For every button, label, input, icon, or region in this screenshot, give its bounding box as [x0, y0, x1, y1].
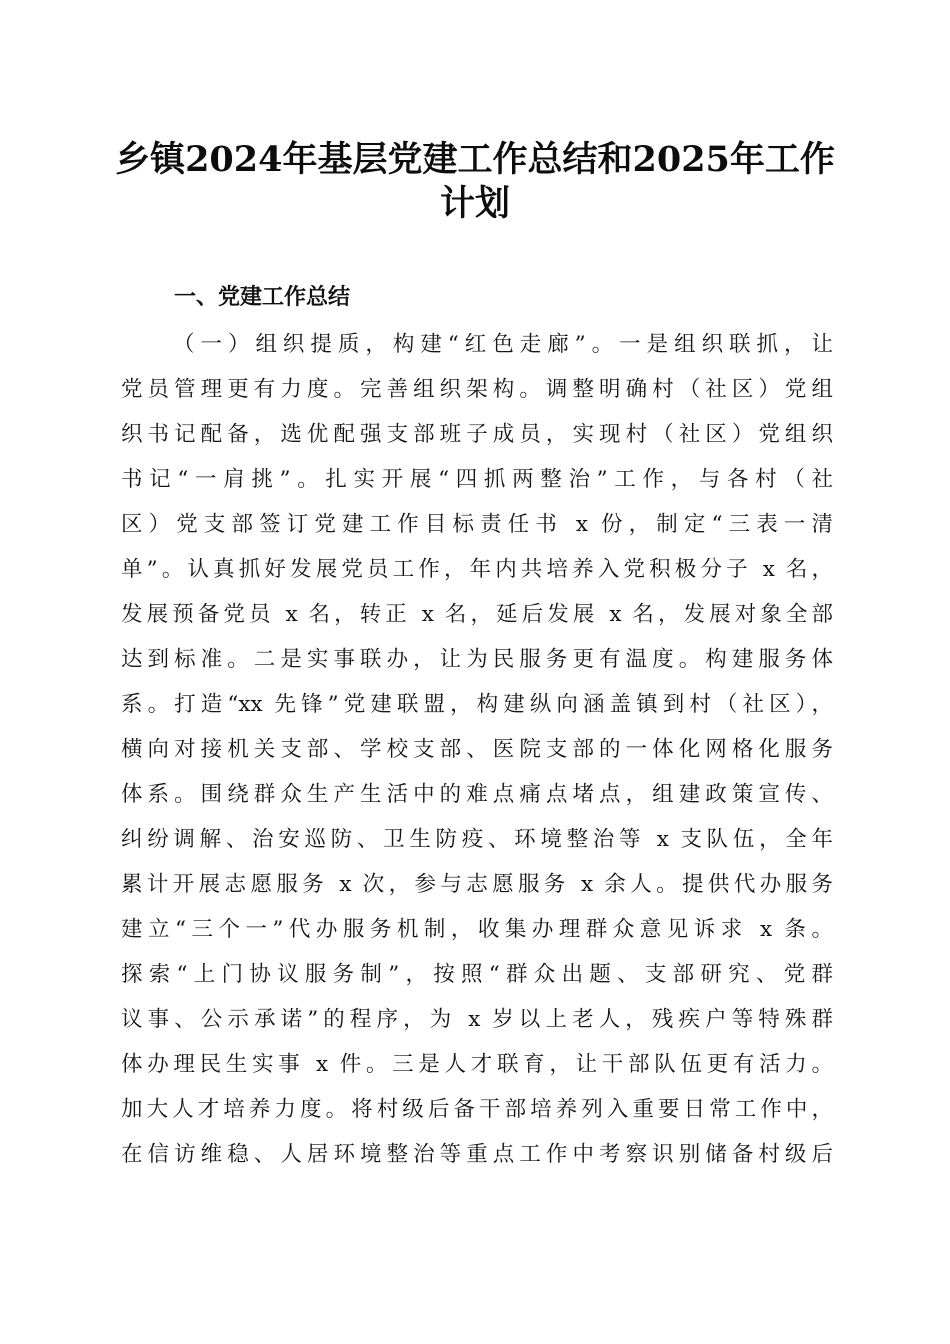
document-title [100, 138, 850, 226]
section-heading: 一、党建工作总结 [174, 285, 351, 310]
paragraph-line: （一）组织提质，构建“红色走廊”。一是组织联抓，让 [173, 332, 833, 357]
paragraph-line: 发展预备党员 x 名，转正 x 名，延后发展 x 名，发展对象全部 [121, 602, 833, 627]
paragraph-line: 加大人才培养力度。将村级后备干部培养列入重要日常工作中， [121, 1097, 833, 1122]
paragraph-line: 织书记配备，选优配强支部班子成员，实现村（社区）党组织 [121, 422, 833, 447]
paragraph-line: 探索“上门协议服务制”，按照“群众出题、支部研究、党群 [121, 962, 833, 987]
title-line-1: 乡镇2024年基层党建工作总结和2025年工作 [115, 139, 835, 180]
paragraph-line: 体系。围绕群众生产生活中的难点痛点堵点，组建政策宣传、 [121, 782, 833, 807]
paragraph-line: 书记“一肩挑”。扎实开展“四抓两整治”工作，与各村（社 [121, 467, 833, 492]
paragraph-line: 累计开展志愿服务 x 次，参与志愿服务 x 余人。提供代办服务 [121, 872, 833, 897]
paragraph-line: 党员管理更有力度。完善组织架构。调整明确村（社区）党组 [121, 377, 833, 402]
paragraph-line: 纠纷调解、治安巡防、卫生防疫、环境整治等 x 支队伍，全年 [121, 827, 833, 852]
paragraph-line: 达到标准。二是实事联办，让为民服务更有温度。构建服务体 [121, 647, 833, 672]
paragraph [121, 322, 833, 1177]
paragraph-line: 横向对接机关支部、学校支部、医院支部的一体化网格化服务 [121, 737, 833, 762]
paragraph-line: 在信访维稳、人居环境整治等重点工作中考察识别储备村级后 [121, 1142, 833, 1167]
paragraph-line: 议事、公示承诺”的程序，为 x 岁以上老人，残疾户等特殊群 [121, 1007, 833, 1032]
paragraph-line: 体办理民生实事 x 件。三是人才联育，让干部队伍更有活力。 [121, 1052, 833, 1077]
title-line-2: 计划 [439, 183, 510, 224]
paragraph-line: 区）党支部签订党建工作目标责任书 x 份，制定“三表一清 [121, 512, 833, 537]
paragraph-line: 系。打造“xx 先锋”党建联盟，构建纵向涵盖镇到村（社区）， [121, 692, 833, 717]
paragraph-line: 建立“三个一”代办服务机制，收集办理群众意见诉求 x 条。 [121, 917, 833, 942]
paragraph-line: 单”。认真抓好发展党员工作，年内共培养入党积极分子 x 名， [121, 557, 833, 582]
